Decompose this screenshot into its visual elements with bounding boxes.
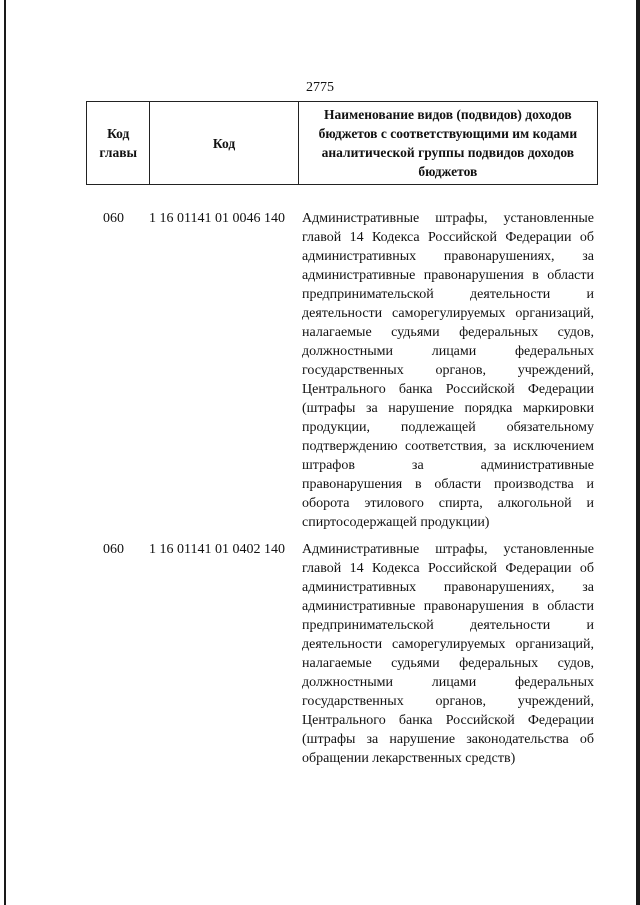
description-line: (штрафы за нарушение порядка маркировки [302, 401, 594, 416]
chapter-code: 060 [103, 542, 124, 557]
budget-code: 1 16 01141 01 0402 140 [149, 542, 285, 557]
description-line: административных правонарушениях, за [302, 249, 594, 264]
budget-code: 1 16 01141 01 0046 140 [149, 211, 285, 226]
description-line: подтверждению соответствия, за исключением [302, 439, 594, 454]
description-line: Центрального банка Российской Федерации [302, 713, 594, 728]
description-line: оборота этилового спирта, алкогольной и [302, 496, 594, 511]
description-line: продукции, подлежащей обязательному [302, 420, 594, 435]
description-line: административных правонарушениях, за [302, 580, 594, 595]
chapter-code: 060 [103, 211, 124, 226]
revenue-description [302, 209, 594, 532]
description-line: деятельности саморегулируемых организаций, [302, 306, 594, 321]
description-line: спиртосодержащей продукции) [302, 515, 490, 530]
description-line: Центрального банка Российской Федерации [302, 382, 594, 397]
description-line: налагаемые судьями федеральных судов, [302, 325, 594, 340]
description-line: административные правонарушения в области [302, 599, 594, 614]
description-line: правонарушения в области производства и [302, 477, 594, 492]
header-name: Наименование видов (подвидов) доходов бюджетов с соответствующими им кодами аналитической группы подвидов доходов бюджетов [298, 102, 597, 185]
header-code: Код [150, 102, 298, 185]
description-line: должностными лицами федеральных [302, 344, 594, 359]
description-line: Административные штрафы, установленные [302, 211, 594, 226]
header-chapter-code: Код главы [87, 102, 150, 185]
description-line: административные правонарушения в области [302, 268, 594, 283]
header-table [86, 101, 598, 185]
scan-edge-left [4, 0, 6, 905]
description-line: государственных органов, учреждений, [302, 363, 594, 378]
page-number: 2775 [306, 80, 334, 95]
description-line: налагаемые судьями федеральных судов, [302, 656, 594, 671]
description-line: штрафов за административные [302, 458, 594, 473]
description-line: государственных органов, учреждений, [302, 694, 594, 709]
description-line: (штрафы за нарушение законодательства об [302, 732, 594, 747]
description-line: предпринимательской деятельности и [302, 618, 594, 633]
revenue-description [302, 540, 594, 768]
description-line: должностными лицами федеральных [302, 675, 594, 690]
description-line: предпринимательской деятельности и [302, 287, 594, 302]
description-line: Административные штрафы, установленные [302, 542, 594, 557]
description-line: обращении лекарственных средств) [302, 751, 516, 766]
scan-edge-right [636, 0, 640, 905]
description-line: деятельности саморегулируемых организаций, [302, 637, 594, 652]
description-line: главой 14 Кодекса Российской Федерации об [302, 561, 594, 576]
description-line: главой 14 Кодекса Российской Федерации об [302, 230, 594, 245]
